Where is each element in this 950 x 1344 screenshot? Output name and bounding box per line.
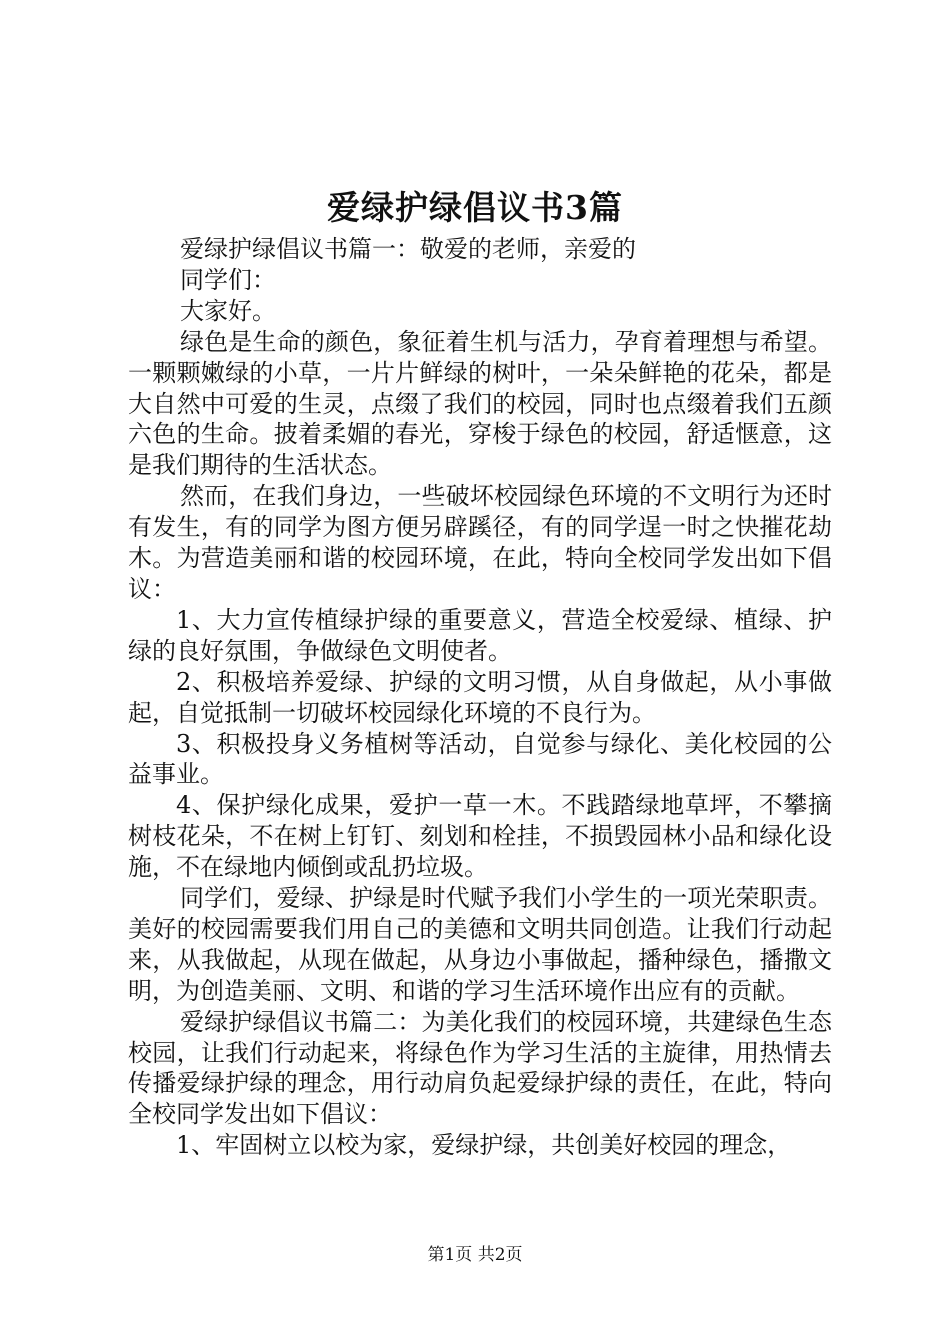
proposal-item-2: 2、积极培养爱绿、护绿的文明习惯，从自身做起，从小事做起，自觉抵制一切破坏校园绿化环境的不良行为。 [128,667,832,727]
paragraph-green-life: 绿色是生命的颜色，象征着生机与活力，孕育着理想与希望。一颗颗嫩绿的小草，一片片鲜绿的树叶，一朵朵鲜艳的花朵，都是大自然中可爱的生灵，点缀了我们的校园，同时也点缀着我们五颜六色的生命。披着柔媚的春光，穿梭于绿色的校园，舒适惬意，这是我们期待的生活状态。 [128,327,832,480]
page-number-footer: 第1页 共2页 [427,1245,523,1265]
proposal-item-1: 1、大力宣传植绿护绿的重要意义，营造全校爱绿、植绿、护绿的良好氛围，争做绿色文明使者。 [128,605,832,665]
paragraph-however: 然而，在我们身边，一些破坏校园绿色环境的不文明行为还时有发生，有的同学为图方便另辟蹊径，有的同学逞一时之快摧花劫木。为营造美丽和谐的校园环境，在此，特向全校同学发出如下倡议： [128,482,832,603]
paragraph-intro: 爱绿护绿倡议书篇一：敬爱的老师，亲爱的 [180,235,636,263]
proposal-part-two-item-1: 1、牢固树立以校为家，爱绿护绿，共创美好校园的理念， [176,1131,792,1160]
paragraph-salutation: 同学们： [180,265,276,294]
paragraph-greeting: 大家好。 [180,296,276,325]
proposal-item-3: 3、积极投身义务植树等活动，自觉参与绿化、美化校园的公益事业。 [128,729,832,789]
paragraph-closing: 同学们，爱绿、护绿是时代赋予我们小学生的一项光荣职责。美好的校园需要我们用自己的美德和文明共同创造。让我们行动起来，从我做起，从现在做起，从身边小事做起，播种绿色，播撒文明，为创造美丽、文明、和谐的学习生活环境作出应有的贡献。 [128,884,832,1005]
document-title: 爱绿护绿倡议书3篇 [327,188,623,227]
paragraph-part-two: 爱绿护绿倡议书篇二：为美化我们的校园环境，共建绿色生态校园，让我们行动起来，将绿色作为学习生活的主旋律，用热情去传播爱绿护绿的理念，用行动肩负起爱绿护绿的责任，在此，特向全校同学发出如下倡议： [128,1007,832,1129]
document-body [128,234,832,1161]
proposal-item-4: 4、保护绿化成果，爱护一草一木。不践踏绿地草坪，不攀摘树枝花朵，不在树上钉钉、刻划和栓挂，不损毁园林小品和绿化设施，不在绿地内倾倒或乱扔垃圾。 [128,791,832,882]
